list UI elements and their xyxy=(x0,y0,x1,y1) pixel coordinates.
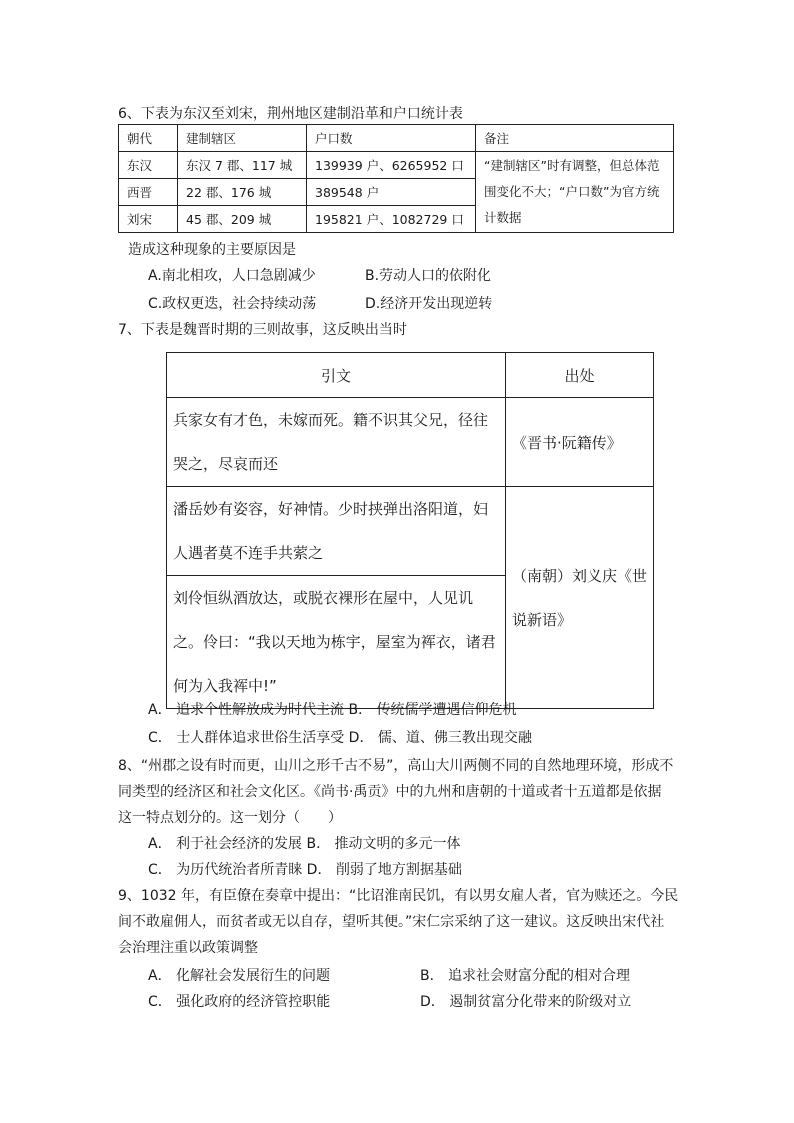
table-row xyxy=(119,152,674,179)
table-cell: 刘伶恒纵酒放达，或脱衣裸形在屋中，人见讥之。伶曰：“我以天地为栋宇，屋室为裈衣，诸君何为入我裈中!” xyxy=(167,576,506,709)
q8-options-ab[interactable]: A． 利于社会经济的发展 B． 推动文明的多元一体 xyxy=(148,836,461,852)
q9-option-b[interactable]: B． 追求社会财富分配的相对合理 xyxy=(420,968,631,984)
table-source-cell: 《晋书·阮籍传》 xyxy=(506,398,654,487)
table-header-cell: 出处 xyxy=(506,353,654,398)
q9-stem-line: 会治理注重以政策调整 xyxy=(118,940,258,956)
table-header-row xyxy=(167,353,654,398)
q7-table xyxy=(166,352,654,709)
table-header-cell: 建制辖区 xyxy=(178,125,307,152)
table-header-row xyxy=(119,125,674,152)
q7-stem: 7、下表是魏晋时期的三则故事，这反映出当时 xyxy=(118,322,407,338)
table-cell: 潘岳妙有姿容，好神情。少时挟弹出洛阳道，妇人遇者莫不连手共萦之 xyxy=(167,487,506,576)
table-cell: 东汉 7 郡、117 城 xyxy=(178,152,307,179)
q9-option-d[interactable]: D． 遏制贫富分化带来的阶级对立 xyxy=(420,994,632,1010)
table-cell: 东汉 xyxy=(119,152,178,179)
table-cell: 389548 户 xyxy=(307,179,476,206)
table-cell: 西晋 xyxy=(119,179,178,206)
table-header-cell: 朝代 xyxy=(119,125,178,152)
table-cell: 139939 户、6265952 口 xyxy=(307,152,476,179)
table-cell: 45 郡、209 城 xyxy=(178,206,307,233)
q9-option-a[interactable]: A． 化解社会发展衍生的问题 xyxy=(148,968,331,984)
q9-option-c[interactable]: C． 强化政府的经济管控职能 xyxy=(148,994,331,1010)
q8-stem-line: 这一特点划分的。这一划分（ ） xyxy=(118,810,342,826)
table-header-cell: 户口数 xyxy=(307,125,476,152)
q7-options-cd[interactable]: C． 士人群体追求世俗生活享受 D． 儒、道、佛三教出现交融 xyxy=(148,730,532,746)
q6-option-d[interactable]: D.经济开发出现逆转 xyxy=(365,296,493,312)
q6-option-b[interactable]: B.劳动人口的依附化 xyxy=(365,268,492,284)
q6-table xyxy=(118,124,674,233)
q9-stem-line: 间不敢雇佣人，而贫者或无以自存，望听其便。”宋仁宗采纳了这一建议。这反映出宋代社 xyxy=(118,914,665,930)
table-row xyxy=(167,487,654,576)
table-cell: 兵家女有才色，未嫁而死。籍不识其父兄，径往哭之，尽哀而还 xyxy=(167,398,506,487)
table-source-cell: （南朝）刘义庆《世说新语》 xyxy=(506,487,654,709)
q6-option-c[interactable]: C.政权更迭，社会持续动荡 xyxy=(148,296,317,312)
q8-stem-line: 同类型的经济区和社会文化区。《尚书·禹贡》中的九州和唐朝的十道或者十五道都是依据 xyxy=(118,784,662,800)
q6-question: 造成这种现象的主要原因是 xyxy=(128,242,296,258)
q8-stem-line: 8、“州郡之设有时而更，山川之形千古不易”，高山大川两侧不同的自然地理环境，形成不 xyxy=(118,758,674,774)
q9-stem-line: 9、1032 年，有臣僚在奏章中提出：“比诏淮南民饥，有以男女雇人者，官为赎还之。今民 xyxy=(118,888,679,904)
q7-options-ab[interactable]: A． 追求个性解放成为时代主流 B． 传统儒学遭遇信仰危机 xyxy=(148,702,517,718)
table-cell: 刘宋 xyxy=(119,206,178,233)
table-header-cell: 备注 xyxy=(476,125,674,152)
q6-option-a[interactable]: A.南北相攻，人口急剧减少 xyxy=(148,268,316,284)
q8-options-cd[interactable]: C． 为历代统治者所青睐 D． 削弱了地方割据基础 xyxy=(148,862,462,878)
q6-stem: 6、下表为东汉至刘宋，荆州地区建制沿革和户口统计表 xyxy=(118,106,463,122)
table-row xyxy=(167,398,654,487)
table-cell: 195821 户、1082729 口 xyxy=(307,206,476,233)
table-cell: 22 郡、176 城 xyxy=(178,179,307,206)
table-header-cell: 引文 xyxy=(167,353,506,398)
table-note-cell: “建制辖区”时有调整，但总体范围变化不大；“户口数”为官方统计数据 xyxy=(476,152,674,233)
